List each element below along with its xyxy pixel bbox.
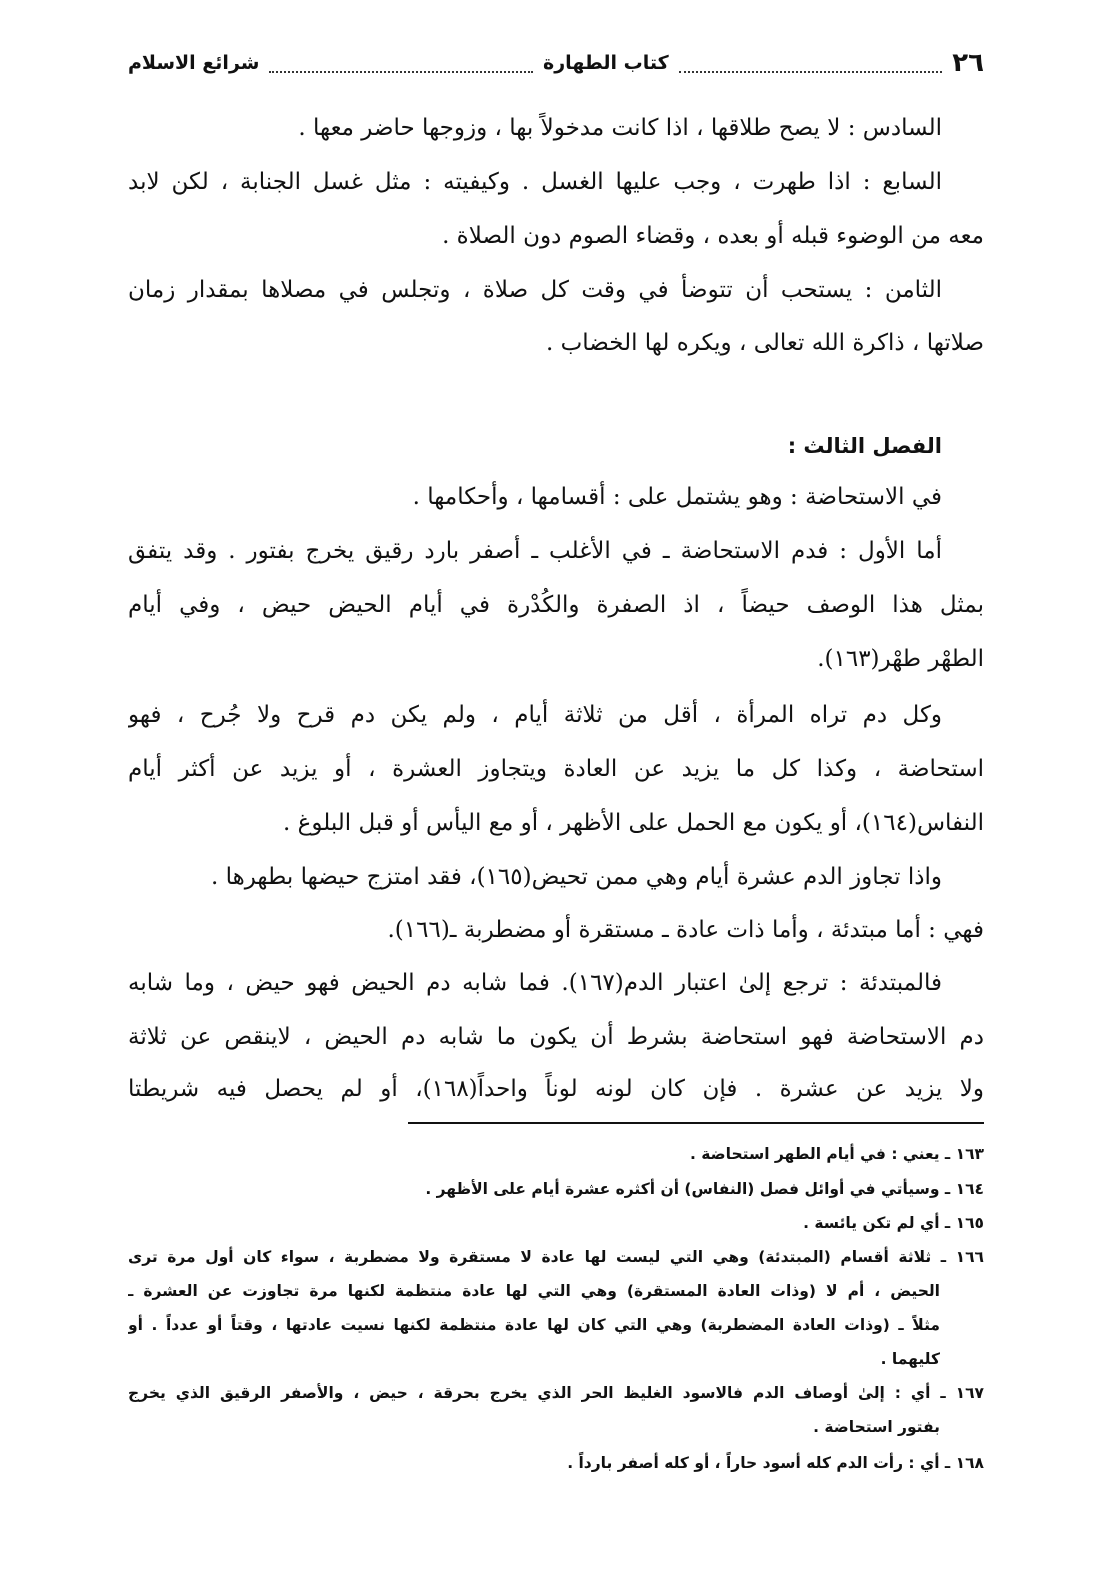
body-line: وكل دم تراه المرأة ، أقل من ثلاثة أيام ، ولم يكن دم قرح ولا جُرح ، فهو <box>128 702 942 728</box>
footnote-line: مثلاً ـ (وذات العادة المضطربة) وهي التي كان لها عادة منتظمة لكنها نسيت عادتها ، وقتاً أو عدداً . أو <box>128 1316 940 1334</box>
footnote-line: الحيض ، أم لا (وذات العادة المستقرة) وهي التي لها عادة منتظمة لكنها مرة تجاوزت عن العشرة ـ <box>128 1282 940 1300</box>
body-line: أما الأول : فدم الاستحاضة ـ في الأغلب ـ أصفر بارد رقيق يخرج بفتور . وقد يتفق <box>128 538 942 564</box>
running-header <box>128 46 984 80</box>
section-heading: الفصل الثالث : <box>787 434 942 458</box>
body-line: معه من الوضوء قبله أو بعده ، وقضاء الصوم دون الصلاة . <box>442 223 984 249</box>
footnote-line: ١٦٨ ـ أي : رأت الدم كله أسود حاراً ، أو كله أصفر بارداً . <box>567 1454 984 1472</box>
body-line: النفاس(١٦٤)، أو يكون مع الحمل على الأظهر ، أو مع اليأس أو قبل البلوغ . <box>283 810 984 836</box>
page-number: ٢٦ <box>952 48 984 78</box>
chapter-title: كتاب الطهارة <box>543 52 669 74</box>
body-line: صلاتها ، ذاكرة الله تعالى ، ويكره لها الخضاب . <box>546 330 984 356</box>
body-line: بمثل هذا الوصف حيضاً ، اذ الصفرة والكُدْرة في أيام الحيض حيض ، وفي أيام <box>128 592 984 618</box>
header-leader-dots <box>269 61 533 73</box>
footnote-line: ١٦٧ ـ أي : إلىٰ أوصاف الدم فالاسود الغليظ الحر الذي يخرج بحرقة ، حيض ، والأصفر الرقيق الذي يخرج <box>128 1384 984 1402</box>
footnote-line: ١٦٦ ـ ثلاثة أقسام (المبتدئة) وهي التي ليست لها عادة لا مستقرة ولا مضطربة ، سواء كان أول مرة ترى <box>128 1248 984 1266</box>
footnote-line: ١٦٤ ـ وسيأتي في أوائل فصل (النفاس) أن أكثره عشرة أيام على الأظهر . <box>425 1180 984 1198</box>
footnote-line: بفتور استحاضة . <box>813 1418 940 1436</box>
body-line: الطهْر طهْر(١٦٣). <box>817 646 984 672</box>
footnote-line: ١٦٥ ـ أي لم تكن يائسة . <box>803 1214 984 1232</box>
book-title: شرائع الاسلام <box>128 52 260 74</box>
body-line: في الاستحاضة : وهو يشتمل على : أقسامها ، وأحكامها . <box>412 484 942 510</box>
footnote-line: ١٦٣ ـ يعني : في أيام الطهر استحاضة . <box>689 1145 984 1163</box>
body-line: فالمبتدئة : ترجع إلىٰ اعتبار الدم(١٦٧). فما شابه دم الحيض فهو حيض ، وما شابه <box>128 970 942 996</box>
body-line: فهي : أما مبتدئة ، وأما ذات عادة ـ مستقرة أو مضطربة ـ(١٦٦). <box>387 917 984 943</box>
body-line: السادس : لا يصح طلاقها ، اذا كانت مدخولاً بها ، وزوجها حاضر معها . <box>298 115 942 141</box>
body-line: دم الاستحاضة فهو استحاضة بشرط أن يكون ما شابه دم الحيض ، لاينقص عن ثلاثة <box>128 1024 984 1050</box>
body-line: واذا تجاوز الدم عشرة أيام وهي ممن تحيض(١٦٥)، فقد امتزج حيضها بطهرها . <box>210 864 942 890</box>
header-leader-dots <box>679 61 943 73</box>
body-line: ولا يزيد عن عشرة . فإن كان لونه لوناً واحداً(١٦٨)، أو لم يحصل فيه شريطتا <box>128 1076 984 1102</box>
body-line: الثامن : يستحب أن تتوضأ في وقت كل صلاة ، وتجلس في مصلاها بمقدار زمان <box>128 277 942 303</box>
body-line: استحاضة ، وكذا كل ما يزيد عن العادة ويتجاوز العشرة ، أو يزيد عن أكثر أيام <box>128 756 984 782</box>
footnote-separator <box>408 1122 984 1124</box>
footnote-line: كليهما . <box>880 1350 940 1368</box>
body-line: السابع : اذا طهرت ، وجب عليها الغسل . وكيفيته : مثل غسل الجنابة ، لكن لابد <box>128 169 942 195</box>
